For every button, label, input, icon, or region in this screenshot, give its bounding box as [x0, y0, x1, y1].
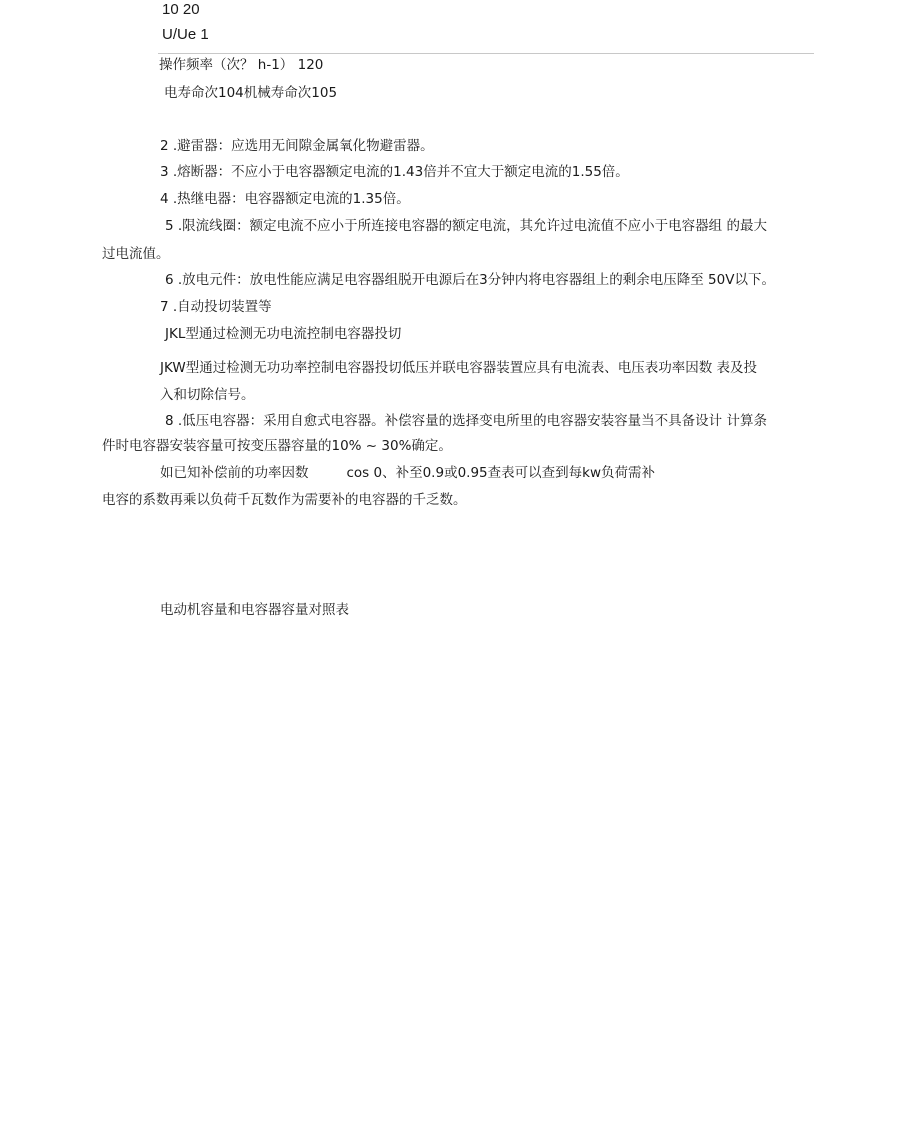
header-line-1: 10 20: [162, 1, 200, 18]
calc-line-1: [160, 464, 655, 482]
item-7-auto-switching: 7 .自动投切装置等: [160, 299, 272, 315]
calc-line-1-part-2: cos 0、补至0.9或0.95查表可以查到每kw负荷需补: [346, 465, 655, 481]
item-4-thermal-relay: 4 .热继电器：电容器额定电流的1.35倍。: [160, 191, 410, 207]
spec-life: 电寿命次104机械寿命次105: [164, 85, 338, 101]
item-6-discharge: 6 .放电元件：放电性能应满足电容器组脱开电源后在3分钟内将电容器组上的剩余电压降至 50V以下。: [165, 272, 775, 288]
item-5-reactor-line-2: 过电流值。: [102, 246, 170, 262]
jkl-description: JKL型通过检测无功电流控制电容器投切: [165, 326, 402, 342]
spec-operating-frequency: 操作频率（次？ h-1） 120: [159, 57, 324, 73]
header-divider: [158, 53, 814, 54]
item-8-capacitor-line-1: 8 .低压电容器：采用自愈式电容器。补偿容量的选择变电所里的电容器安装容量当不具备设计 计算条: [165, 413, 767, 429]
calc-line-2: 电容的系数再乘以负荷千瓦数作为需要补的电容器的千乏数。: [102, 492, 467, 508]
jkw-description-line-2: 入和切除信号。: [160, 387, 255, 403]
item-3-fuse: 3 .熔断器：不应小于电容器额定电流的1.43倍并不宜大于额定电流的1.55倍。: [160, 164, 629, 180]
item-2-arrester: 2 .避雷器：应选用无间隙金属氧化物避雷器。: [160, 138, 434, 154]
item-5-reactor-line-1: 5 .限流线圈：额定电流不应小于所连接电容器的额定电流，其允许过电流值不应小于电容器组 的最大: [165, 218, 767, 234]
jkw-description-line-1: JKW型通过检测无功功率控制电容器投切低压并联电容器装置应具有电流表、电压表功率因数 表及投: [160, 360, 757, 376]
header-line-2: U/Ue 1: [162, 26, 209, 43]
item-8-capacitor-line-2: 件时电容器安装容量可按变压器容量的10% ~ 30%确定。: [102, 438, 452, 454]
calc-line-1-part-1: 如已知补偿前的功率因数: [160, 465, 309, 481]
table-title: 电动机容量和电容器容量对照表: [160, 602, 349, 618]
